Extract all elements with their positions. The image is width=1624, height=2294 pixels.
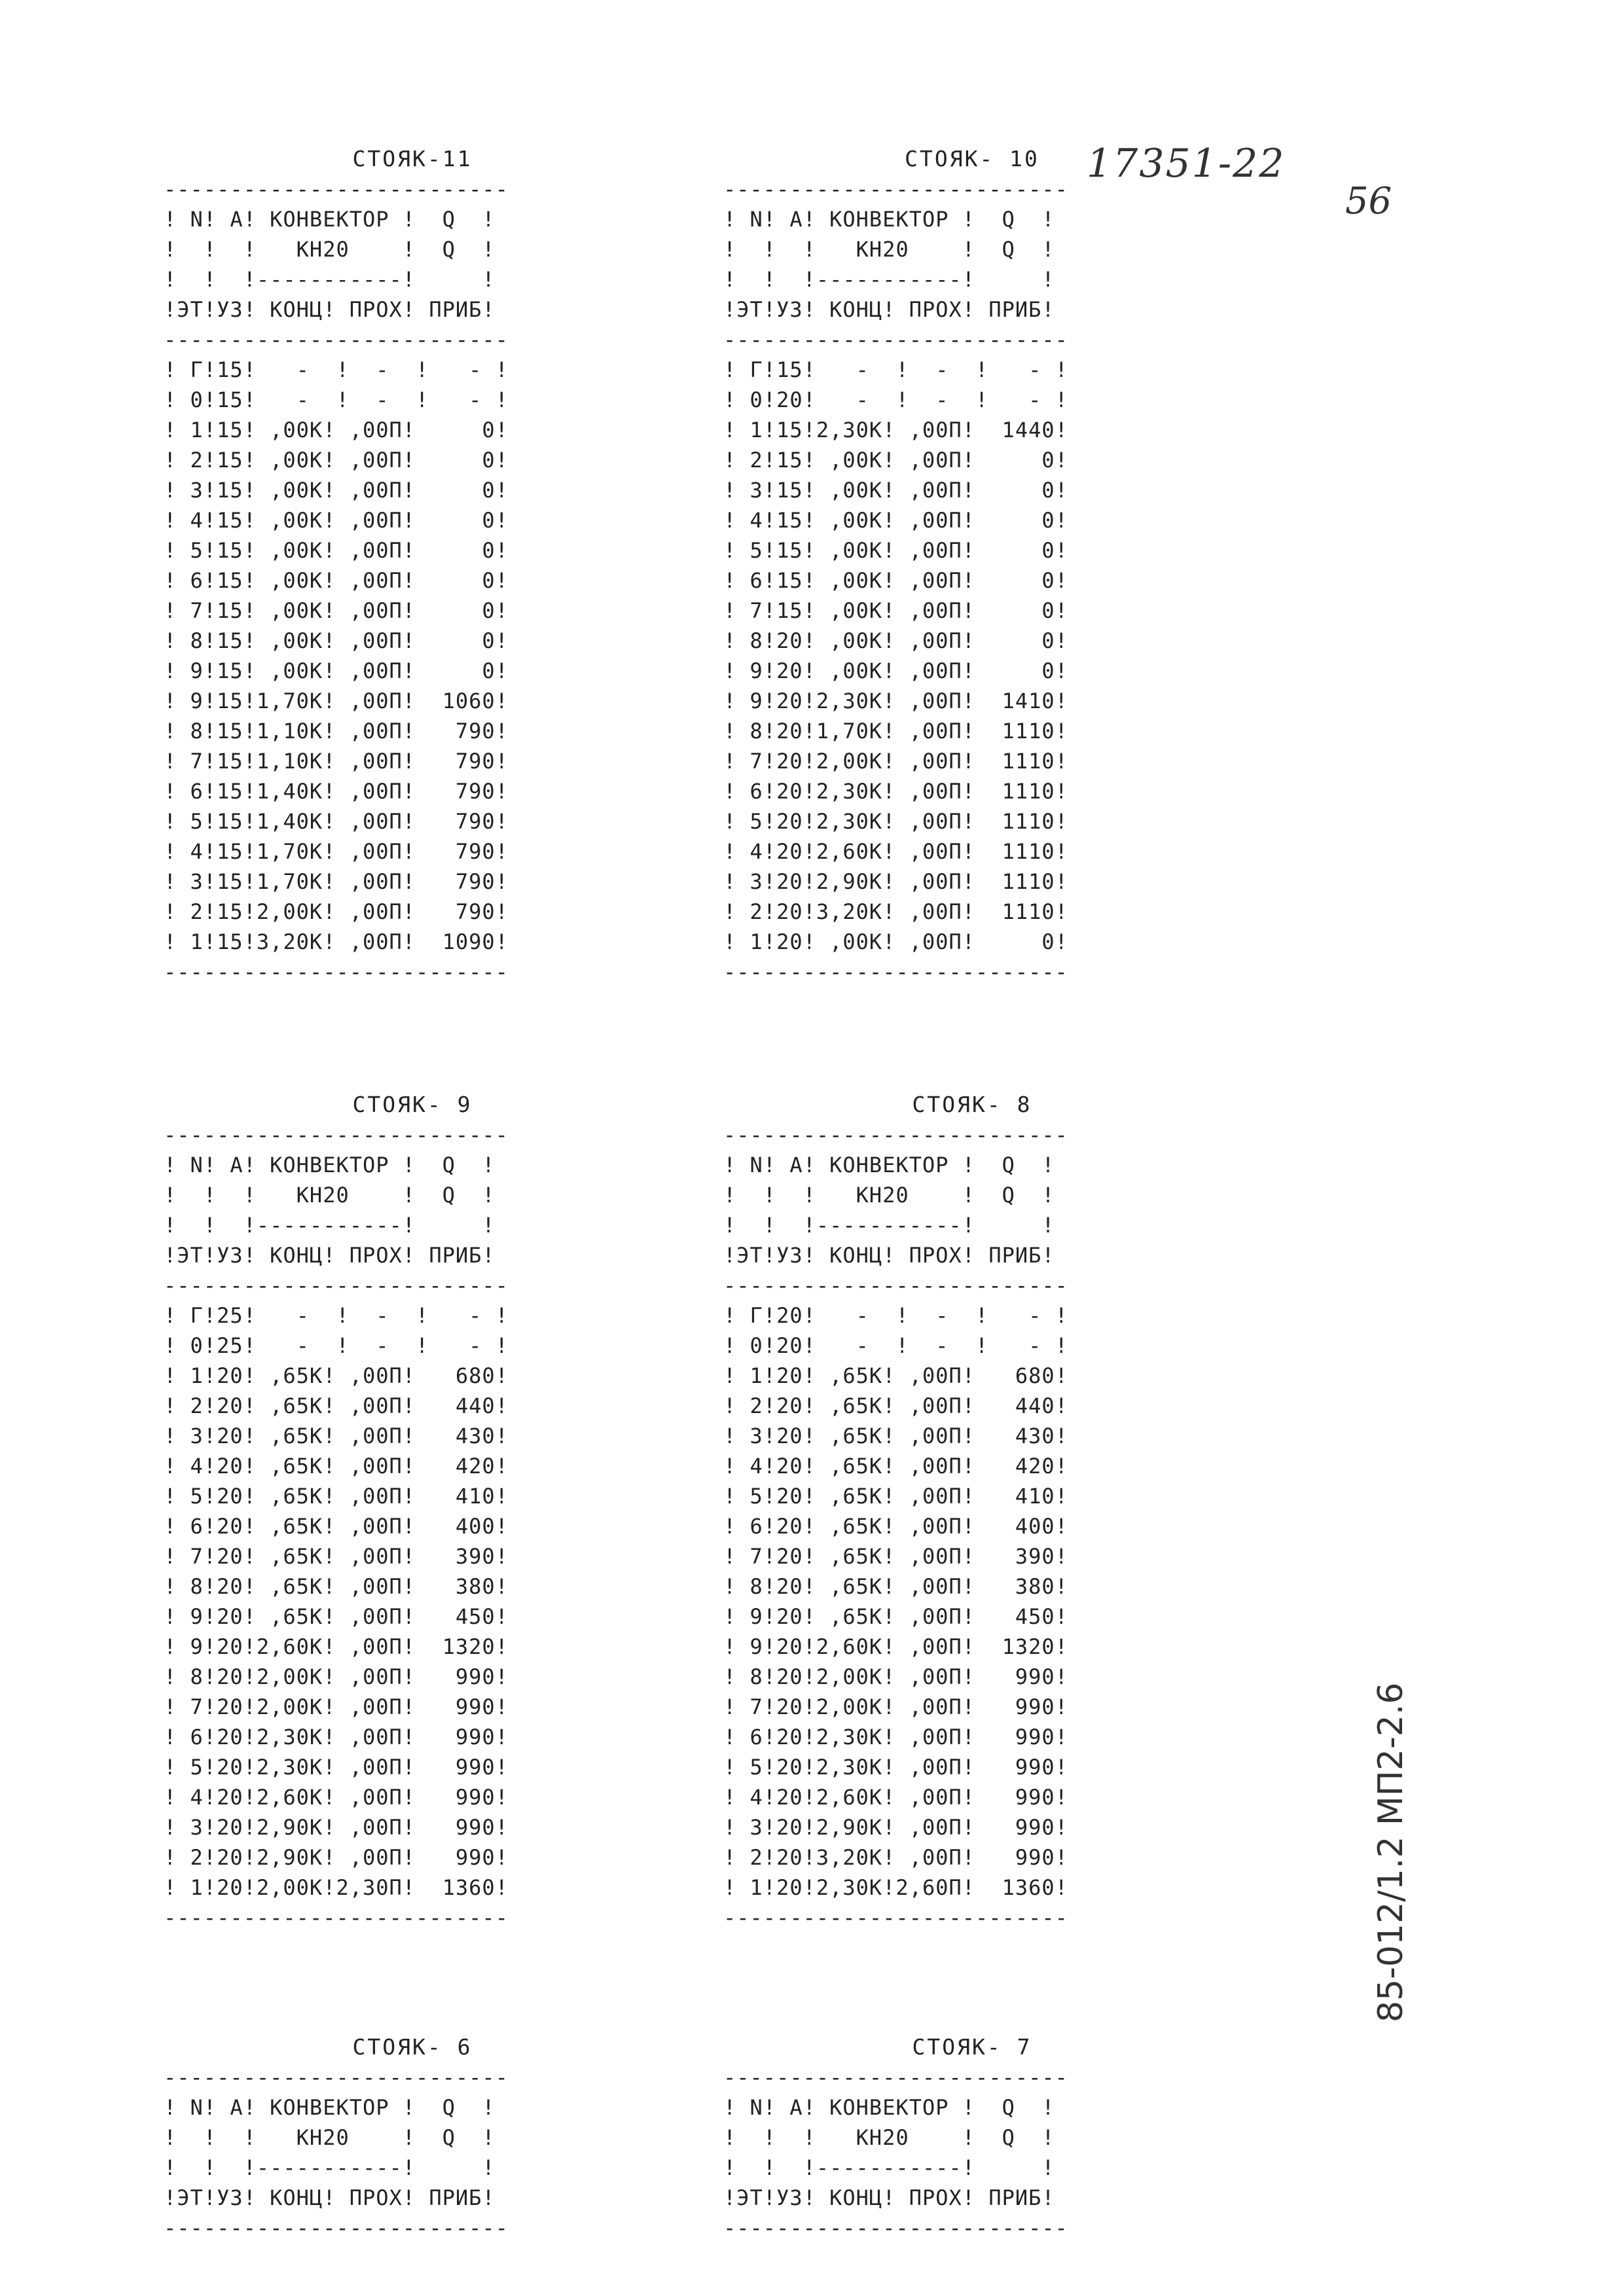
table-row: ! 5!20!2,30К! ,00П! 1110! (723, 809, 1068, 834)
table-row: ! 1!20! ,65К! ,00П! 680! (164, 1363, 509, 1388)
table-row: ! 2!15!2,00К! ,00П! 790! (164, 899, 509, 924)
table-row: ! 5!15!1,40К! ,00П! 790! (164, 809, 509, 834)
table-row: ! 8!15! ,00К! ,00П! 0! (164, 628, 509, 653)
table-row: ! 3!15! ,00К! ,00П! 0! (164, 478, 509, 503)
table-row: ! 3!20! ,65К! ,00П! 430! (723, 1424, 1068, 1448)
table-rule: -------------------------- (164, 2215, 509, 2240)
handwritten-document-number: 17351-22 (1087, 141, 1286, 187)
riser-table (723, 2032, 1221, 2243)
table-row: ! Г!20! - ! - ! - ! (723, 1303, 1068, 1328)
table-row: ! 2!15! ,00К! ,00П! 0! (723, 448, 1068, 473)
table-row: ! 9!20!2,60К! ,00П! 1320! (164, 1634, 509, 1659)
table-row: ! 1!20!2,00К!2,30П! 1360! (164, 1875, 509, 1900)
table-row: ! 8!20! ,00К! ,00П! 0! (723, 628, 1068, 653)
table-rule: -------------------------- (723, 1905, 1068, 1930)
table-row: ! 3!15! ,00К! ,00П! 0! (723, 478, 1068, 503)
table-header-line: ! N! A! КОНВЕКТОР ! Q ! (723, 207, 1055, 232)
table-row: ! 2!15! ,00К! ,00П! 0! (164, 448, 509, 473)
table-row: ! 7!15! ,00К! ,00П! 0! (723, 598, 1068, 623)
table-row: ! 3!20! ,65К! ,00П! 430! (164, 1424, 509, 1448)
table-row: ! Г!25! - ! - ! - ! (164, 1303, 509, 1328)
table-row: ! 8!20!1,70К! ,00П! 1110! (723, 719, 1068, 744)
table-header-line: !ЭТ!УЗ! КОНЦ! ПРОХ! ПРИБ! (164, 1243, 496, 1268)
table-header-line: !ЭТ!УЗ! КОНЦ! ПРОХ! ПРИБ! (723, 2185, 1055, 2210)
riser-table (723, 144, 1221, 987)
table-row: ! 0!15! - ! - ! - ! (164, 387, 509, 412)
table-row: ! 1!15!3,20К! ,00П! 1090! (164, 929, 509, 954)
table-row: ! 6!20!2,30К! ,00П! 990! (164, 1725, 509, 1749)
table-header-line: ! ! !-----------! ! (723, 2155, 1055, 2180)
riser-table-body (723, 1120, 1221, 1933)
table-header-line: ! N! A! КОНВЕКТОР ! Q ! (164, 1153, 496, 1177)
riser-table (164, 144, 661, 987)
table-row: ! 9!20! ,65К! ,00П! 450! (723, 1604, 1068, 1629)
table-row: ! 4!15!1,70К! ,00П! 790! (164, 839, 509, 864)
side-document-code: 85-012/1.2 МП2-2.6 (1371, 1682, 1411, 2022)
table-row: ! 6!20!2,30К! ,00П! 990! (723, 1725, 1068, 1749)
table-row: ! 4!20!2,60К! ,00П! 990! (164, 1785, 509, 1810)
table-row: ! 7!15!1,10К! ,00П! 790! (164, 749, 509, 774)
riser-title: СТОЯК- 7 (912, 2034, 1032, 2060)
table-header-line: !ЭТ!УЗ! КОНЦ! ПРОХ! ПРИБ! (164, 297, 496, 322)
table-rule: -------------------------- (723, 2215, 1068, 2240)
table-row: ! 4!15! ,00К! ,00П! 0! (723, 508, 1068, 533)
table-row: ! 4!20!2,60К! ,00П! 1110! (723, 839, 1068, 864)
table-row: ! 9!20!2,60К! ,00П! 1320! (723, 1634, 1068, 1659)
table-header-line: ! ! ! КН20 ! Q ! (723, 1183, 1055, 1208)
table-rule: -------------------------- (164, 1122, 509, 1147)
table-row: ! 3!20!2,90К! ,00П! 990! (164, 1815, 509, 1840)
table-row: ! 8!20!2,00К! ,00П! 990! (723, 1664, 1068, 1689)
table-row: ! 4!20!2,60К! ,00П! 990! (723, 1785, 1068, 1810)
riser-title: СТОЯК-11 (352, 146, 473, 171)
table-row: ! 2!20!3,20К! ,00П! 1110! (723, 899, 1068, 924)
riser-table (164, 1090, 661, 1933)
table-row: ! 8!15!1,10К! ,00П! 790! (164, 719, 509, 744)
table-header-line: !ЭТ!УЗ! КОНЦ! ПРОХ! ПРИБ! (164, 2185, 496, 2210)
table-row: ! Г!15! - ! - ! - ! (164, 357, 509, 382)
table-row: ! 6!20! ,65К! ,00П! 400! (723, 1514, 1068, 1539)
table-row: ! 1!20!2,30К!2,60П! 1360! (723, 1875, 1068, 1900)
table-header-line: ! ! ! КН20 ! Q ! (164, 2125, 496, 2150)
table-header-line: ! N! A! КОНВЕКТОР ! Q ! (723, 1153, 1055, 1177)
table-row: ! 6!20!2,30К! ,00П! 1110! (723, 779, 1068, 804)
table-row: ! 0!20! - ! - ! - ! (723, 387, 1068, 412)
table-rule: -------------------------- (164, 1273, 509, 1298)
table-row: ! 1!15!2,30К! ,00П! 1440! (723, 418, 1068, 442)
table-row: ! 3!20!2,90К! ,00П! 990! (723, 1815, 1068, 1840)
table-rule: -------------------------- (164, 1905, 509, 1930)
table-rule: -------------------------- (164, 2065, 509, 2090)
table-header-line: ! N! A! КОНВЕКТОР ! Q ! (164, 207, 496, 232)
table-header-line: ! N! A! КОНВЕКТОР ! Q ! (723, 2095, 1055, 2120)
table-rule: -------------------------- (723, 2065, 1068, 2090)
table-rule: -------------------------- (723, 959, 1068, 984)
table-row: ! 5!15! ,00К! ,00П! 0! (723, 538, 1068, 563)
table-row: ! 9!15! ,00К! ,00П! 0! (164, 658, 509, 683)
table-row: ! 5!15! ,00К! ,00П! 0! (164, 538, 509, 563)
table-row: ! 8!20!2,00К! ,00П! 990! (164, 1664, 509, 1689)
table-row: ! 4!20! ,65К! ,00П! 420! (723, 1454, 1068, 1479)
table-row: ! 5!20!2,30К! ,00П! 990! (723, 1755, 1068, 1780)
table-header-line: ! ! ! КН20 ! Q ! (723, 2125, 1055, 2150)
riser-table (723, 1090, 1221, 1933)
table-rule: -------------------------- (723, 327, 1068, 352)
table-row: ! 2!20! ,65К! ,00П! 440! (164, 1393, 509, 1418)
table-header-line: ! ! !-----------! ! (164, 267, 496, 292)
table-rule: -------------------------- (723, 177, 1068, 202)
table-header-line: ! N! A! КОНВЕКТОР ! Q ! (164, 2095, 496, 2120)
riser-title: СТОЯК- 9 (352, 1092, 473, 1117)
riser-table-body (164, 1120, 661, 1933)
table-header-line: ! ! ! КН20 ! Q ! (164, 1183, 496, 1208)
riser-title: СТОЯК- 6 (352, 2034, 473, 2060)
table-row: ! 7!20!2,00К! ,00П! 990! (164, 1694, 509, 1719)
table-row: ! 2!20!3,20К! ,00П! 990! (723, 1845, 1068, 1870)
table-row: ! 9!20!2,30К! ,00П! 1410! (723, 689, 1068, 713)
table-row: ! 5!20! ,65К! ,00П! 410! (723, 1484, 1068, 1509)
table-row: ! 7!20! ,65К! ,00П! 390! (164, 1544, 509, 1569)
riser-table-body (723, 174, 1221, 987)
table-row: ! 5!20! ,65К! ,00П! 410! (164, 1484, 509, 1509)
table-row: ! 6!15!1,40К! ,00П! 790! (164, 779, 509, 804)
table-row: ! 0!25! - ! - ! - ! (164, 1333, 509, 1358)
table-rule: -------------------------- (164, 327, 509, 352)
table-row: ! 7!20! ,65К! ,00П! 390! (723, 1544, 1068, 1569)
table-row: ! 7!15! ,00К! ,00П! 0! (164, 598, 509, 623)
table-rule: -------------------------- (723, 1122, 1068, 1147)
table-row: ! 8!20! ,65К! ,00П! 380! (164, 1574, 509, 1599)
table-rule: -------------------------- (164, 177, 509, 202)
table-row: ! 4!20! ,65К! ,00П! 420! (164, 1454, 509, 1479)
table-header-line: ! ! !-----------! ! (723, 267, 1055, 292)
table-row: ! 5!20!2,30К! ,00П! 990! (164, 1755, 509, 1780)
table-row: ! 9!20! ,65К! ,00П! 450! (164, 1604, 509, 1629)
table-row: ! 3!15!1,70К! ,00П! 790! (164, 869, 509, 894)
table-row: ! 1!20! ,65К! ,00П! 680! (723, 1363, 1068, 1388)
page-number: 56 (1345, 180, 1392, 223)
table-row: ! 1!20! ,00К! ,00П! 0! (723, 929, 1068, 954)
table-row: ! 8!20! ,65К! ,00П! 380! (723, 1574, 1068, 1599)
table-row: ! 6!20! ,65К! ,00П! 400! (164, 1514, 509, 1539)
table-header-line: ! ! ! КН20 ! Q ! (723, 237, 1055, 262)
table-header-line: ! ! !-----------! ! (164, 2155, 496, 2180)
table-row: ! 9!20! ,00К! ,00П! 0! (723, 658, 1068, 683)
table-rule: -------------------------- (723, 1273, 1068, 1298)
table-row: ! 7!20!2,00К! ,00П! 1110! (723, 749, 1068, 774)
table-row: ! 9!15!1,70К! ,00П! 1060! (164, 689, 509, 713)
riser-title: СТОЯК- 10 (905, 146, 1039, 171)
table-header-line: ! ! !-----------! ! (723, 1213, 1055, 1238)
table-row: ! 6!15! ,00К! ,00П! 0! (723, 568, 1068, 593)
table-rule: -------------------------- (164, 959, 509, 984)
table-row: ! 6!15! ,00К! ,00П! 0! (164, 568, 509, 593)
table-header-line: !ЭТ!УЗ! КОНЦ! ПРОХ! ПРИБ! (723, 1243, 1055, 1268)
table-row: ! 7!20!2,00К! ,00П! 990! (723, 1694, 1068, 1719)
riser-title: СТОЯК- 8 (912, 1092, 1032, 1117)
table-row: ! 0!20! - ! - ! - ! (723, 1333, 1068, 1358)
riser-table-body (723, 2062, 1221, 2243)
table-row: ! 4!15! ,00К! ,00П! 0! (164, 508, 509, 533)
table-row: ! 1!15! ,00К! ,00П! 0! (164, 418, 509, 442)
table-row: ! 2!20! ,65К! ,00П! 440! (723, 1393, 1068, 1418)
table-header-line: !ЭТ!УЗ! КОНЦ! ПРОХ! ПРИБ! (723, 297, 1055, 322)
table-row: ! 3!20!2,90К! ,00П! 1110! (723, 869, 1068, 894)
riser-table-body (164, 174, 661, 987)
table-header-line: ! ! ! КН20 ! Q ! (164, 237, 496, 262)
table-row: ! 2!20!2,90К! ,00П! 990! (164, 1845, 509, 1870)
riser-table (164, 2032, 661, 2243)
riser-table-body (164, 2062, 661, 2243)
table-row: ! Г!15! - ! - ! - ! (723, 357, 1068, 382)
table-header-line: ! ! !-----------! ! (164, 1213, 496, 1238)
